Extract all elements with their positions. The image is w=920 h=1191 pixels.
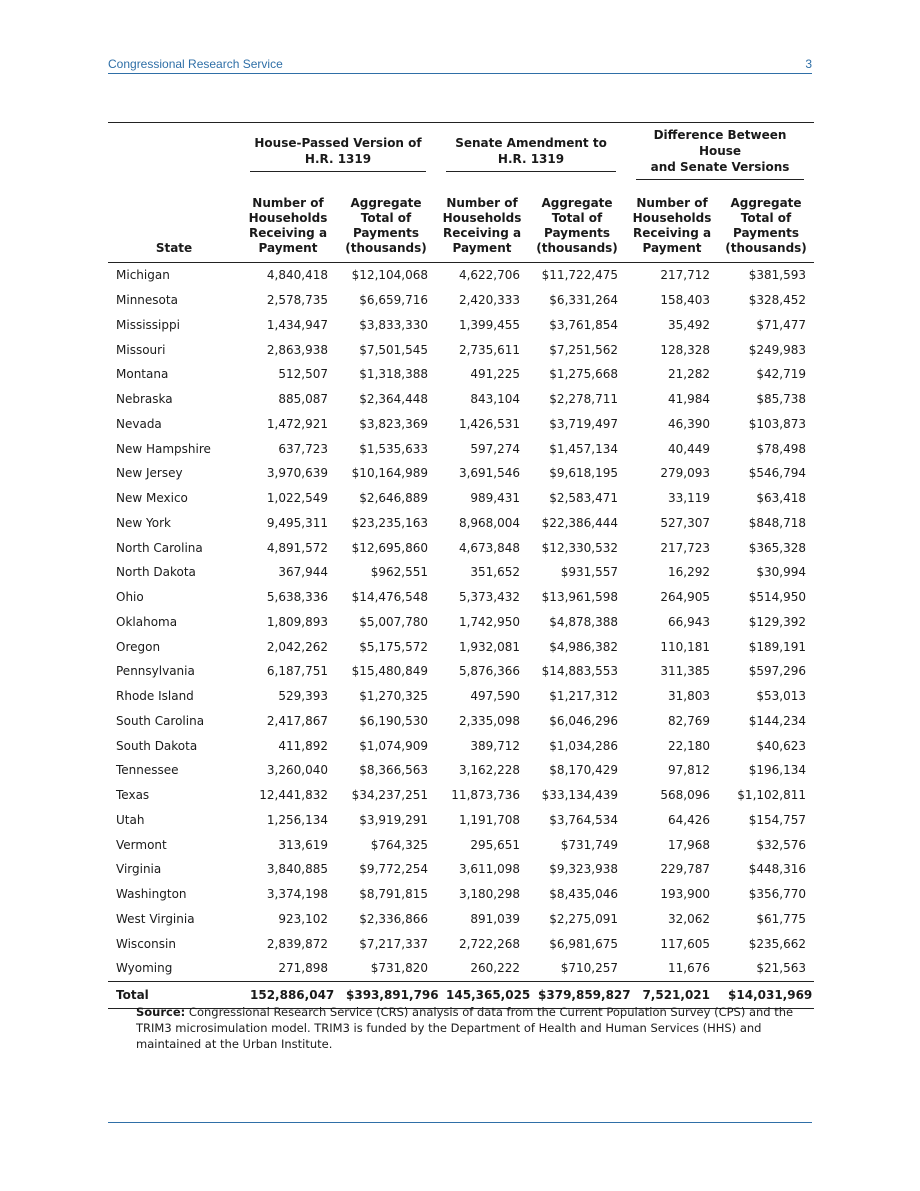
cell-diff-payments: $189,191: [748, 639, 807, 654]
cell-senate-payments: $1,457,134: [549, 441, 619, 456]
cell-diff-households: 32,062: [668, 911, 711, 926]
source-note: [136, 1004, 806, 1052]
cell-state: Oklahoma: [116, 614, 178, 629]
cell-house-households: 923,102: [278, 911, 328, 926]
cell-house-households: 885,087: [278, 392, 328, 407]
cell-diff-households: 158,403: [660, 293, 711, 308]
cell-state: Wisconsin: [116, 936, 176, 951]
cell-house-households: 4,840,418: [266, 268, 328, 283]
cell-house-payments: $14,476,548: [351, 590, 429, 605]
footer-rule: [108, 1122, 812, 1123]
cell-house-payments: $2,646,889: [359, 491, 429, 506]
cell-state: New Hampshire: [116, 441, 211, 456]
cell-house-payments: $1,074,909: [359, 738, 429, 753]
cell-state: New York: [116, 515, 171, 530]
table-row: [108, 288, 814, 313]
cell-diff-households: 311,385: [660, 664, 711, 679]
cell-state: Rhode Island: [116, 689, 194, 704]
group-header-row: [108, 123, 814, 181]
cell-senate-households: 1,742,950: [458, 614, 521, 629]
cell-senate-households: 2,735,611: [458, 342, 521, 357]
table-row: [108, 857, 814, 882]
cell-diff-households: 66,943: [668, 614, 711, 629]
cell-senate-households: 491,225: [470, 367, 521, 382]
cell-senate-payments: $931,557: [560, 565, 619, 580]
cell-house-payments: $9,772,254: [359, 862, 429, 877]
table-row: [108, 585, 814, 610]
table-row: [108, 362, 814, 387]
cell-house-households: 637,723: [278, 441, 328, 456]
cell-house-payments: $5,175,572: [359, 639, 429, 654]
cell-diff-households: 217,723: [660, 540, 711, 555]
cell-diff-households: 97,812: [668, 763, 711, 778]
cell-house-households: 12,441,832: [259, 788, 328, 803]
cell-house-households: 411,892: [278, 738, 328, 753]
cell-diff-households: 64,426: [668, 812, 711, 827]
cell-diff-payments: $196,134: [748, 763, 807, 778]
cell-diff-households: 31,803: [668, 689, 711, 704]
cell-senate-payments: $2,275,091: [549, 911, 619, 926]
table-row: [108, 907, 814, 932]
cell-senate-households: 3,691,546: [458, 466, 521, 481]
cell-state: Utah: [116, 812, 145, 827]
cell-diff-households: 128,328: [660, 342, 711, 357]
group-house-line2: H.R. 1319: [304, 152, 372, 166]
cell-senate-households: 1,191,708: [458, 812, 521, 827]
cell-house-payments: $34,237,251: [351, 788, 429, 803]
cell-state: Ohio: [116, 590, 144, 605]
cell-senate-payments: $1,217,312: [549, 689, 619, 704]
cell-senate-households: 843,104: [470, 392, 521, 407]
column-header-house-households: Number of Households Receiving a Payment: [240, 180, 336, 263]
cell-state: Michigan: [116, 268, 170, 283]
cell-state: Minnesota: [116, 293, 178, 308]
column-header-state: State: [108, 180, 240, 263]
cell-diff-payments: $381,593: [748, 268, 807, 283]
cell-house-payments: $15,480,849: [351, 664, 429, 679]
cell-house-households: 2,839,872: [266, 936, 328, 951]
table-row: [108, 832, 814, 857]
cell-state: Montana: [116, 367, 169, 382]
cell-house-households: 2,417,867: [266, 713, 328, 728]
group-difference-line1: Difference Between House: [653, 128, 787, 158]
total-senate-payments: $379,859,827: [528, 981, 626, 1008]
cell-state: Nevada: [116, 416, 162, 431]
cell-house-payments: $23,235,163: [351, 515, 429, 530]
cell-state: North Dakota: [116, 565, 196, 580]
cell-senate-payments: $3,764,534: [549, 812, 619, 827]
cell-house-households: 3,970,639: [266, 466, 328, 481]
cell-senate-households: 3,162,228: [458, 763, 521, 778]
cell-diff-payments: $546,794: [748, 466, 807, 481]
cell-senate-households: 3,180,298: [458, 887, 521, 902]
cell-house-households: 6,187,751: [266, 664, 328, 679]
cell-house-households: 2,042,262: [266, 639, 328, 654]
cell-diff-households: 22,180: [668, 738, 711, 753]
cell-diff-households: 568,096: [660, 788, 711, 803]
page-number: 3: [805, 57, 812, 71]
table-row: [108, 659, 814, 684]
group-senate-line1: Senate Amendment to: [455, 136, 607, 150]
cell-diff-payments: $61,775: [756, 911, 807, 926]
cell-senate-households: 295,651: [470, 837, 521, 852]
cell-senate-households: 11,873,736: [451, 788, 521, 803]
cell-state: Virginia: [116, 862, 162, 877]
table-row: [108, 412, 814, 437]
cell-senate-payments: $22,386,444: [541, 515, 619, 530]
cell-senate-payments: $33,134,439: [541, 788, 619, 803]
group-house-line1: House-Passed Version of: [254, 136, 422, 150]
cell-senate-payments: $4,986,382: [549, 639, 619, 654]
cell-senate-payments: $14,883,553: [541, 664, 619, 679]
cell-senate-households: 2,335,098: [458, 713, 521, 728]
table-row: [108, 610, 814, 635]
cell-house-payments: $10,164,989: [351, 466, 429, 481]
payments-table: [108, 122, 814, 1009]
cell-house-payments: $8,366,563: [359, 763, 429, 778]
cell-diff-payments: $154,757: [748, 812, 807, 827]
column-header-house-payments: Aggregate Total of Payments (thousands): [336, 180, 436, 263]
cell-house-households: 367,944: [278, 565, 328, 580]
cell-state: Mississippi: [116, 317, 180, 332]
cell-diff-households: 40,449: [668, 441, 711, 456]
cell-senate-payments: $3,761,854: [549, 317, 619, 332]
cell-diff-payments: $30,994: [756, 565, 807, 580]
source-label: Source:: [136, 1005, 186, 1019]
cell-senate-households: 3,611,098: [458, 862, 521, 877]
cell-house-payments: $8,791,815: [359, 887, 429, 902]
cell-diff-payments: $32,576: [756, 837, 807, 852]
cell-house-households: 2,863,938: [266, 342, 328, 357]
cell-diff-payments: $365,328: [748, 540, 807, 555]
cell-diff-households: 110,181: [660, 639, 711, 654]
cell-house-payments: $2,336,866: [359, 911, 429, 926]
table-row: [108, 684, 814, 709]
cell-senate-payments: $8,435,046: [549, 887, 619, 902]
total-diff-households: 7,521,021: [626, 981, 718, 1008]
cell-diff-households: 17,968: [668, 837, 711, 852]
cell-state: North Carolina: [116, 540, 203, 555]
cell-state: New Mexico: [116, 491, 188, 506]
cell-senate-payments: $8,170,429: [549, 763, 619, 778]
cell-senate-households: 1,399,455: [458, 317, 521, 332]
cell-state: Washington: [116, 887, 187, 902]
cell-diff-households: 33,119: [668, 491, 711, 506]
cell-senate-households: 351,652: [470, 565, 521, 580]
cell-diff-payments: $40,623: [756, 738, 807, 753]
cell-house-payments: $962,551: [370, 565, 429, 580]
table-row: [108, 263, 814, 288]
cell-house-payments: $6,659,716: [359, 293, 429, 308]
cell-senate-payments: $6,331,264: [549, 293, 619, 308]
cell-diff-payments: $85,738: [756, 392, 807, 407]
cell-house-payments: $1,535,633: [359, 441, 429, 456]
page-header: [108, 56, 812, 74]
cell-senate-households: 1,932,081: [458, 639, 521, 654]
cell-state: Pennsylvania: [116, 664, 195, 679]
cell-senate-payments: $2,278,711: [549, 392, 619, 407]
column-header-senate-households: Number of Households Receiving a Payment: [436, 180, 528, 263]
total-state: Total: [108, 981, 240, 1008]
cell-house-payments: $2,364,448: [359, 392, 429, 407]
cell-diff-payments: $356,770: [748, 887, 807, 902]
cell-diff-households: 35,492: [668, 317, 711, 332]
table-row: [108, 535, 814, 560]
cell-diff-payments: $144,234: [748, 713, 807, 728]
cell-diff-households: 229,787: [660, 862, 711, 877]
cell-senate-payments: $710,257: [560, 961, 619, 976]
cell-state: South Dakota: [116, 738, 198, 753]
table-row: [108, 634, 814, 659]
cell-senate-households: 891,039: [470, 911, 521, 926]
cell-state: Texas: [116, 788, 150, 803]
table-row: [108, 560, 814, 585]
cell-house-households: 1,809,893: [266, 614, 328, 629]
cell-senate-households: 260,222: [470, 961, 521, 976]
cell-diff-payments: $129,392: [748, 614, 807, 629]
table-row: [108, 313, 814, 338]
cell-diff-households: 82,769: [668, 713, 711, 728]
cell-diff-payments: $328,452: [748, 293, 807, 308]
cell-house-households: 1,434,947: [266, 317, 328, 332]
cell-house-households: 2,578,735: [266, 293, 328, 308]
table-body: [108, 263, 814, 1009]
cell-house-payments: $764,325: [370, 837, 429, 852]
cell-diff-households: 217,712: [660, 268, 711, 283]
table-row: [108, 511, 814, 536]
cell-senate-payments: $13,961,598: [541, 590, 619, 605]
cell-house-households: 1,022,549: [266, 491, 328, 506]
cell-senate-households: 8,968,004: [458, 515, 521, 530]
cell-senate-payments: $1,275,668: [549, 367, 619, 382]
cell-state: Tennessee: [116, 763, 179, 778]
cell-diff-payments: $448,316: [748, 862, 807, 877]
cell-house-households: 271,898: [278, 961, 328, 976]
cell-house-households: 3,374,198: [266, 887, 328, 902]
table-row: [108, 808, 814, 833]
cell-house-payments: $6,190,530: [359, 713, 429, 728]
cell-diff-households: 279,093: [660, 466, 711, 481]
cell-senate-payments: $2,583,471: [549, 491, 619, 506]
source-text: Congressional Research Service (CRS) analysis of data from the Current Population Survey (CPS) and the TRIM3 microsimulation model. TRIM3 is funded by the Department of Health and Human Services (HHS) and maintained at the Urban Institute.: [136, 1005, 794, 1051]
table-row: [108, 461, 814, 486]
cell-house-households: 313,619: [278, 837, 328, 852]
table-row: [108, 709, 814, 734]
cell-senate-households: 5,876,366: [458, 664, 521, 679]
cell-diff-households: 21,282: [668, 367, 711, 382]
group-header-senate: [436, 123, 626, 181]
cell-senate-payments: $9,618,195: [549, 466, 619, 481]
cell-house-payments: $5,007,780: [359, 614, 429, 629]
table-row: [108, 931, 814, 956]
cell-diff-payments: $1,102,811: [737, 788, 807, 803]
cell-house-households: 1,256,134: [266, 812, 328, 827]
cell-house-households: 3,840,885: [266, 862, 328, 877]
cell-state: Oregon: [116, 639, 161, 654]
column-header-diff-households: Number of Households Receiving a Payment: [626, 180, 718, 263]
cell-senate-households: 497,590: [470, 689, 521, 704]
cell-senate-payments: $1,034,286: [549, 738, 619, 753]
cell-house-households: 529,393: [278, 689, 328, 704]
publisher-name: Congressional Research Service: [108, 57, 283, 71]
cell-house-households: 4,891,572: [266, 540, 328, 555]
cell-house-households: 3,260,040: [266, 763, 328, 778]
column-header-diff-payments: Aggregate Total of Payments (thousands): [718, 180, 814, 263]
cell-senate-households: 5,373,432: [458, 590, 521, 605]
cell-house-payments: $1,318,388: [359, 367, 429, 382]
cell-diff-payments: $103,873: [748, 416, 807, 431]
table-row: [108, 758, 814, 783]
table-row: [108, 733, 814, 758]
cell-house-payments: $3,919,291: [359, 812, 429, 827]
cell-diff-households: 193,900: [660, 887, 711, 902]
cell-house-households: 512,507: [278, 367, 328, 382]
table-row: [108, 882, 814, 907]
table-row: [108, 486, 814, 511]
total-house-households: 152,886,047: [240, 981, 336, 1008]
total-house-payments: $393,891,796: [336, 981, 436, 1008]
cell-diff-payments: $514,950: [748, 590, 807, 605]
cell-house-payments: $3,823,369: [359, 416, 429, 431]
cell-diff-payments: $235,662: [748, 936, 807, 951]
cell-diff-payments: $21,563: [756, 961, 807, 976]
cell-senate-payments: $9,323,938: [549, 862, 619, 877]
cell-diff-payments: $597,296: [748, 664, 807, 679]
group-header-difference: [626, 123, 814, 181]
total-diff-payments: $14,031,969: [718, 981, 814, 1008]
total-senate-households: 145,365,025: [436, 981, 528, 1008]
cell-house-payments: $7,217,337: [359, 936, 429, 951]
cell-diff-households: 117,605: [660, 936, 711, 951]
cell-senate-payments: $12,330,532: [541, 540, 619, 555]
cell-senate-payments: $4,878,388: [549, 614, 619, 629]
cell-senate-payments: $6,981,675: [549, 936, 619, 951]
cell-diff-payments: $42,719: [756, 367, 807, 382]
cell-senate-households: 2,722,268: [458, 936, 521, 951]
cell-senate-payments: $11,722,475: [541, 268, 619, 283]
cell-senate-households: 4,673,848: [458, 540, 521, 555]
cell-senate-households: 597,274: [470, 441, 521, 456]
cell-diff-households: 16,292: [668, 565, 711, 580]
table-row: [108, 337, 814, 362]
cell-senate-households: 989,431: [470, 491, 521, 506]
cell-house-households: 5,638,336: [266, 590, 328, 605]
cell-senate-payments: $7,251,562: [549, 342, 619, 357]
cell-diff-payments: $71,477: [756, 317, 807, 332]
cell-senate-households: 1,426,531: [458, 416, 521, 431]
cell-house-households: 9,495,311: [266, 515, 328, 530]
cell-diff-households: 41,984: [668, 392, 711, 407]
cell-house-payments: $3,833,330: [359, 317, 429, 332]
cell-senate-payments: $731,749: [560, 837, 619, 852]
cell-diff-payments: $848,718: [748, 515, 807, 530]
cell-house-payments: $12,104,068: [351, 268, 429, 283]
cell-diff-payments: $249,983: [748, 342, 807, 357]
cell-senate-payments: $6,046,296: [549, 713, 619, 728]
cell-state: Missouri: [116, 342, 166, 357]
table-row: [108, 783, 814, 808]
group-senate-line2: H.R. 1319: [497, 152, 565, 166]
cell-diff-households: 527,307: [660, 515, 711, 530]
cell-senate-households: 389,712: [470, 738, 521, 753]
group-header-house: [240, 123, 436, 181]
cell-state: New Jersey: [116, 466, 183, 481]
payments-table-container: [108, 122, 814, 1009]
cell-senate-households: 4,622,706: [458, 268, 521, 283]
cell-house-payments: $1,270,325: [359, 689, 429, 704]
cell-diff-households: 264,905: [660, 590, 711, 605]
cell-house-payments: $7,501,545: [359, 342, 429, 357]
table-row: [108, 956, 814, 981]
column-header-row: [108, 180, 814, 263]
cell-state: Nebraska: [116, 392, 173, 407]
group-difference-line2: and Senate Versions: [650, 160, 790, 174]
cell-senate-households: 2,420,333: [458, 293, 521, 308]
cell-state: Vermont: [116, 837, 167, 852]
cell-diff-households: 46,390: [668, 416, 711, 431]
cell-house-payments: $731,820: [370, 961, 429, 976]
cell-diff-payments: $53,013: [756, 689, 807, 704]
table-row: [108, 387, 814, 412]
state-group-spacer: [108, 123, 240, 181]
column-header-senate-payments: Aggregate Total of Payments (thousands): [528, 180, 626, 263]
cell-house-payments: $12,695,860: [351, 540, 429, 555]
cell-diff-payments: $78,498: [756, 441, 807, 456]
cell-diff-households: 11,676: [668, 961, 711, 976]
cell-state: South Carolina: [116, 713, 205, 728]
cell-senate-payments: $3,719,497: [549, 416, 619, 431]
cell-house-households: 1,472,921: [266, 416, 328, 431]
cell-state: Wyoming: [116, 961, 173, 976]
cell-state: West Virginia: [116, 911, 195, 926]
table-row: [108, 436, 814, 461]
cell-diff-payments: $63,418: [756, 491, 807, 506]
